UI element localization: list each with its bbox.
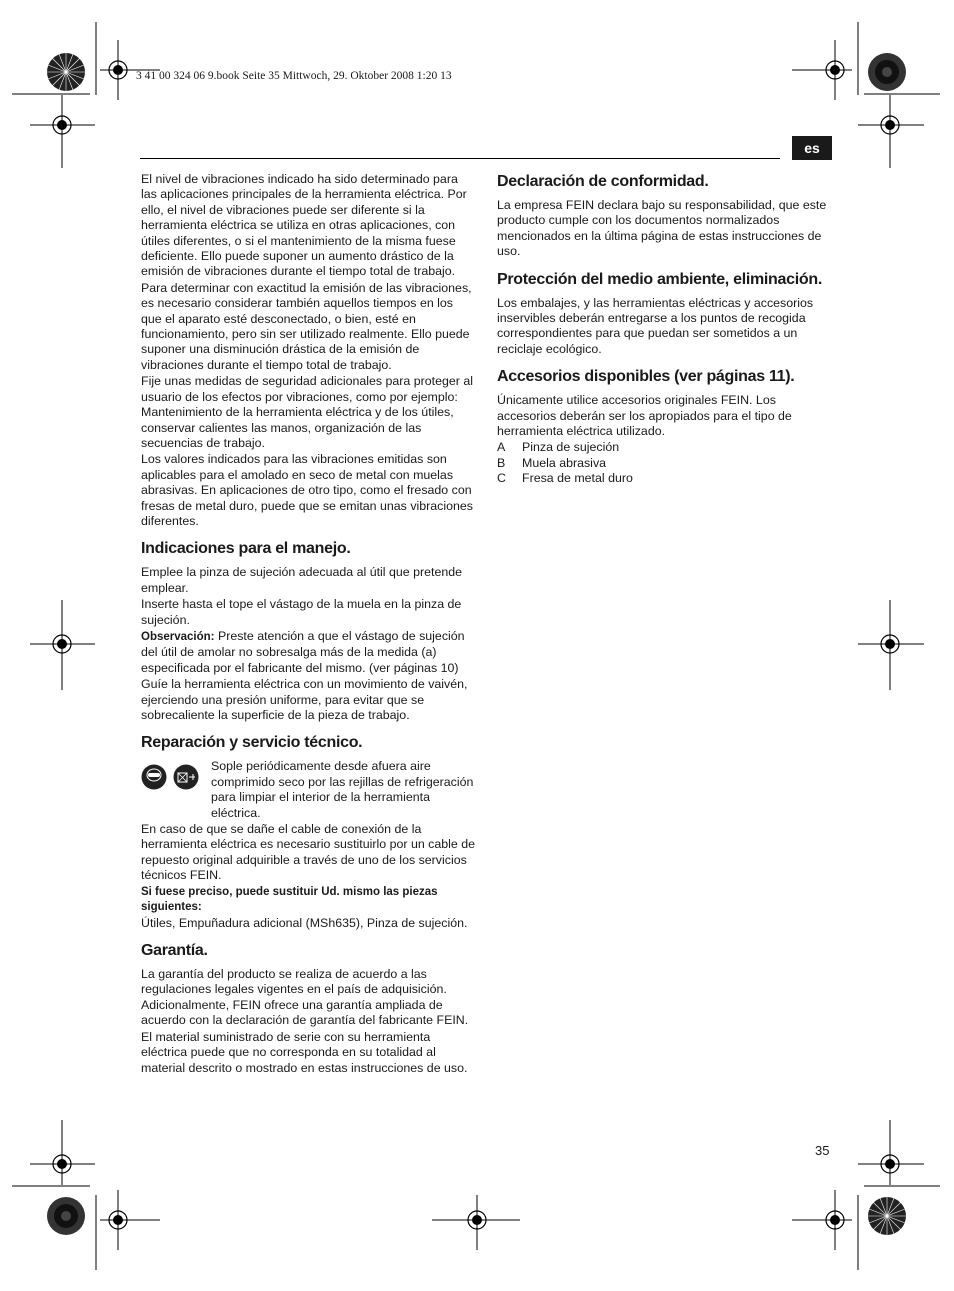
registration-mark-icon [463, 1206, 491, 1234]
list-item-label: Fresa de metal duro [522, 471, 633, 486]
repair-icon-text: Sople periódicamente desde afuera aire comprimido seco por las rejillas de refrigeración para limpiar el interior de la herramienta eléctrica. [211, 759, 474, 820]
vibration-paragraph: Para determinar con exactitud la emisión de las vibraciones, es necesario considerar también aquellos tiempos en los que el aparato esté desconectado, o bien, esté en funcionamiento, pero sin ser utilizado realmente. Ello puede suponer una disminución drástica de la emisión de vibraciones durante el tiempo total de trabajo. [141, 280, 472, 372]
list-item [497, 456, 833, 471]
repair-parts: Útiles, Empuñadura adicional (MSh635), Pinza de sujeción. [141, 915, 468, 930]
handling-note [141, 629, 477, 676]
list-item-key: B [497, 455, 506, 470]
warranty-paragraph: La garantía del producto se realiza de acuerdo a las regulaciones legales vigentes en el país de adquisición. Adicionalmente, FEIN ofrece una garantía ampliada de acuerdo con la declaración de garantía del fabricante FEIN. [141, 967, 469, 1028]
section-heading-conformity: Declaración de conformidad. [497, 173, 709, 190]
repair-icon-instruction [141, 759, 477, 821]
starburst-target-icon [867, 1196, 907, 1236]
warranty-paragraph: El material suministrado de serie con su herramienta eléctrica puede que no corresponda en su totalidad al material descrito o mostrado en estas instrucciones de uso. [141, 1029, 468, 1075]
registration-mark-icon [104, 56, 132, 84]
vibration-paragraph: Fije unas medidas de seguridad adicionales para proteger al usuario de los efectos por vibraciones, como por ejemplo: Mantenimiento de la herramienta eléctrica y de los útiles, conservar calientes las manos, organización de las secuencias de trabajo. [141, 374, 474, 450]
registration-mark-icon [821, 56, 849, 84]
note-text: Preste atención a que el vástago de sujeción del útil de amolar no sobresalga más de la medida (a) especificada por el fabricante del mismo. (ver páginas 10) [141, 628, 465, 675]
section-heading-accessories: Accesorios disponibles (ver páginas 11). [497, 368, 795, 386]
list-item-label: Muela abrasiva [522, 455, 607, 470]
registration-mark-icon [48, 1150, 76, 1178]
section-heading-handling: Indicaciones para el manejo. [141, 540, 351, 558]
registration-mark-icon [876, 111, 904, 139]
header-rule [140, 158, 780, 159]
repair-paragraph: En caso de que se dañe el cable de conexión de la herramienta eléctrica es necesario sustituirlo por un cable de repuesto original adquirible a través de uno de los servicios técnicos FEIN. [141, 822, 476, 883]
handling-paragraph: Inserte hasta el tope el vástago de la muela en la pinza de sujeción. [141, 597, 462, 627]
registration-mark-icon [104, 1206, 132, 1234]
starburst-target-icon [46, 1196, 86, 1236]
list-item-label: Pinza de sujeción [522, 440, 620, 455]
repair-bold-line: Si fuese preciso, puede sustituir Ud. mismo las piezas siguientes: [141, 885, 438, 913]
accessories-paragraph: Únicamente utilice accesorios originales FEIN. Los accesorios deberán ser los apropiados para el tipo de herramienta eléctrica utilizado. [497, 393, 792, 439]
conformity-paragraph: La empresa FEIN declara bajo su responsabilidad, que este producto cumple con los documentos normalizados mencionados en la última página de estas instrucciones de uso. [497, 198, 827, 259]
list-item [497, 440, 833, 455]
file-info-header: 3 41 00 324 06 9.book Seite 35 Mittwoch, 29. Oktober 2008 1:20 13 [136, 70, 452, 82]
section-heading-environment: Protección del medio ambiente, eliminación. [497, 270, 822, 288]
vibration-paragraph: El nivel de vibraciones indicado ha sido determinado para las aplicaciones principales de la herramienta eléctrica. Por ello, el nivel de vibraciones puede ser diferente si la herramienta eléctrica se utiliza en otras aplicaciones, con útiles diferentes, o si el mantenimiento de la misma fuese deficiente. Ello puede suponer un aumento drástico de la emisión de vibraciones durante el tiempo total de trabajo. [141, 172, 467, 279]
list-item-key: A [497, 440, 506, 455]
starburst-target-icon [46, 52, 86, 92]
list-item-key: C [497, 471, 506, 486]
registration-mark-icon [821, 1206, 849, 1234]
registration-mark-icon [876, 630, 904, 658]
vibration-paragraph: Los valores indicados para las vibraciones emitidas son aplicables para el amolado en seco de metal con muelas abrasivas. En aplicaciones de otro tipo, como el fresado con fresas de metal duro, puede que se emitan unas vibraciones diferentes. [141, 452, 473, 528]
page-number: 35 [815, 1143, 830, 1158]
right-column [497, 172, 833, 487]
handling-paragraph: Guíe la herramienta eléctrica con un movimiento de vaivén, ejerciendo una presión uniforme, para evitar que se sobrecaliente la superficie de la pieza de trabajo. [141, 677, 468, 722]
section-heading-warranty: Garantía. [141, 942, 208, 960]
section-heading-repair: Reparación y servicio técnico. [141, 734, 363, 752]
left-column [141, 172, 477, 1077]
note-label: Observación: [141, 630, 215, 643]
handling-paragraph: Emplee la pinza de sujeción adecuada al útil que pretende emplear. [141, 565, 463, 595]
starburst-target-icon [867, 52, 907, 92]
language-tab: es [792, 136, 832, 160]
registration-mark-icon [48, 630, 76, 658]
list-item [497, 471, 833, 486]
eye-protection-and-unplug-icon [141, 763, 203, 791]
environment-paragraph: Los embalajes, y las herramientas eléctricas y accesorios inservibles deberán entregarse a los puntos de recogida correspondientes para que puedan ser sometidos a un reciclaje ecológico. [497, 295, 814, 356]
registration-mark-icon [48, 111, 76, 139]
registration-mark-icon [876, 1150, 904, 1178]
